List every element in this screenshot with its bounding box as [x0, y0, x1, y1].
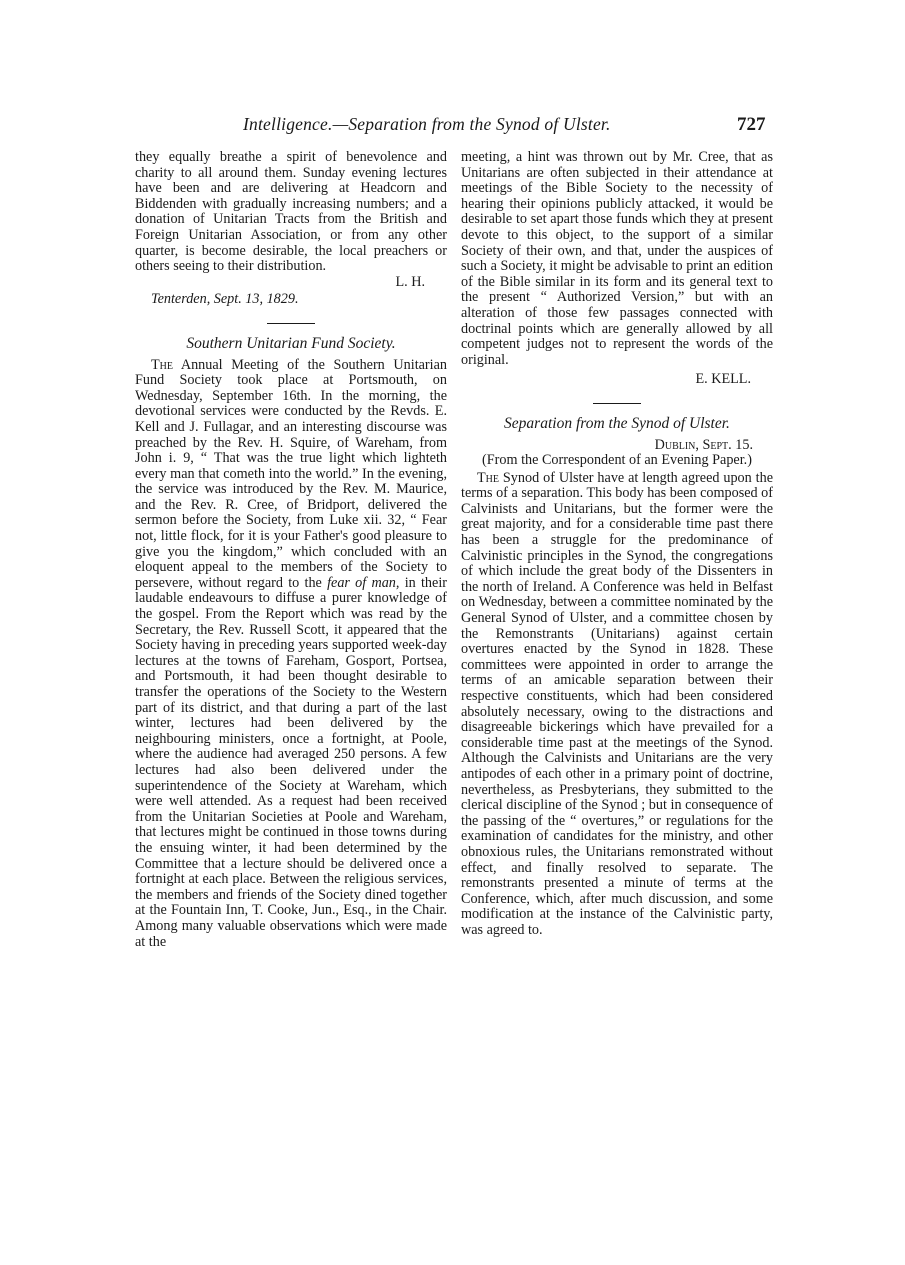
- place-date: Tenterden, Sept. 13, 1829.: [151, 291, 299, 308]
- signature-lh: L. H.: [395, 273, 425, 290]
- section-divider: [267, 323, 315, 324]
- report-italic-phrase: fear of man,: [327, 574, 400, 591]
- signature-e-kell: E. KELL.: [695, 371, 751, 388]
- section-divider: [593, 403, 641, 404]
- tenterden-letter-closing-paragraph: they equally breathe a spirit of benevolence and charity to all around them. Sunday evening lectures have been and are delivering at Headcorn and Biddenden with gradually increasing numbers; and a donation of Unitarian Tracts from the British and Foreign Unitarian Association, or from any other quarter, is become desirable, the local preachers or others seeing to their distribution.: [135, 149, 447, 275]
- left-column: [135, 150, 447, 950]
- source-note: (From the Correspondent of an Evening Paper.): [482, 452, 752, 469]
- synod-text: Synod of Ulster have at length agreed upon the terms of a separation. This body has been composed of Calvinists and Unitarians, but the former were the great majority, and for a considerable time past there has been a struggle for the predominance of Calvinistic principles in the Synod, the congregations of which include the great body of the Dissenters in the north of Ireland. A Conference was held in Belfast on Wednesday, between a committee nominated by the General Synod of Ulster, and a committee chosen by the Remonstrants (Unitarians) against certain overtures enacted by the Synod in 1828. These committees were appointed in order to arrange the terms of an amicable separation between their respective constituents, which had been considered absolutely necessary, owing to the distractions and disagreeable bickerings which have prevailed for a considerable time past at the meetings of the Synod. Although the Calvinists and Unitarians are the very antipodes of each other in a primary point of doctrine, nevertheless, as Presbyterians, they submitted to the clerical discipline of the Synod ; but in consequence of the passing of the “ overtures,” or regulations for the examination of candidates for the ministry, and other obnoxious rules, the Unitarians remonstrated without effect, and finally resolved to separate. The remonstrants presented a minute of terms at the Conference, which, after much discussion, and some modification at the instance of the Calvinistic party, was agreed to.: [461, 469, 773, 938]
- page-number: 727: [737, 114, 766, 135]
- lead-word: The: [477, 469, 499, 486]
- southern-unitarian-report-paragraph: [135, 358, 447, 951]
- report-text-b: in their laudable endeavours to diffuse a purer knowledge of the gospel. From the Report which was read by the Secretary, the Rev. Russell Scott, it appeared that the Society having in preceding years supported week-day lectures at the towns of Fareham, Gosport, Portsea, and Portsmouth, it had been thought desirable to transfer the operations of the Society to the Western part of its district, and that during a part of the last winter, lectures had been delivered by the neighbouring ministers, once a fortnight, at Poole, where the audience had averaged 250 persons. A few lectures had also been delivered under the superintendence of the Society at Wareham, which were well attended. As a request had been received from the Unitarian Societies at Poole and Wareham, that lectures might be continued in those towns during the ensuing winter, it had been determined by the Committee that a lecture should be delivered once a fortnight at each place. Between the religious services, the members and friends of the Society dined together at the Fountain Inn, T. Cooke, Jun., Esq., in the Chair. Among many valuable observations which were made at the: [135, 574, 447, 950]
- running-head: Intelligence.—Separation from the Synod of Ulster.: [243, 114, 611, 134]
- lead-word: The: [151, 356, 173, 373]
- meeting-continuation-paragraph: meeting, a hint was thrown out by Mr. Cree, that as Unitarians are often subjected in their attendance at meetings of the Bible Society to the necessity of hearing their opinions publicly attacked, it would be desirable to set apart those funds which they at present devote to this object, to the support of a similar Society of their own, and that, under the auspices of such a Society, it might be advisable to print an edition of the Bible similar in its form and its general text to the present “ Authorized Version,” but with an alteration of those few passages connected with doctrinal points which are generally allowed by all competent judges not to represent the words of the original.: [461, 149, 773, 368]
- right-column: [461, 150, 773, 939]
- synod-separation-paragraph: [461, 471, 773, 939]
- dateline: Dublin, Sept. 15.: [654, 436, 753, 453]
- section-title-synod-of-ulster: Separation from the Synod of Ulster.: [504, 414, 730, 432]
- page-header: [0, 114, 905, 144]
- report-text-a: Annual Meeting of the Southern Unitarian Fund Society took place at Portsmouth, on Wednesday, September 16th. In the morning, the devotional services were conducted by the Revds. E. Kell and J. Fullagar, and an interesting discourse was preached by the Rev. H. Squire, of Wareham, from John i. 9, “ That was the true light which lighteth every man that cometh into the world.” In the evening, the service was introduced by the Rev. M. Maurice, and the Rev. R. Cree, of Bridport, delivered the sermon before the Society, from Luke xii. 32, “ Fear not, little flock, for it is your Father's good pleasure to give you the kingdom,” which concluded with an eloquent appeal to the members of the Society to persevere, without regard to the: [135, 356, 447, 591]
- section-title-southern-unitarian: Southern Unitarian Fund Society.: [186, 334, 396, 352]
